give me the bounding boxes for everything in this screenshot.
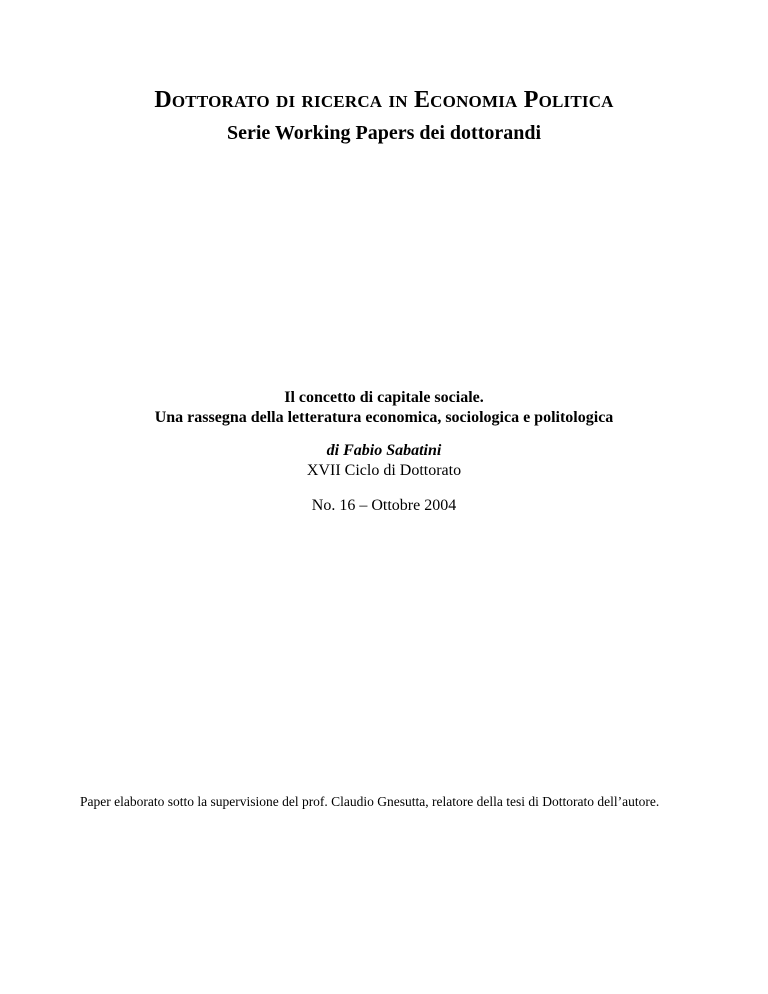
author-name: di Fabio Sabatini	[326, 442, 442, 459]
program-title: Dottorato di ricerca in Economia Politica	[154, 87, 614, 113]
paper-title	[0, 388, 768, 428]
paper-number-date: No. 16 – Ottobre 2004	[311, 497, 457, 514]
paper-title-line-2: Una rassegna della letteratura economica, sociologica e politologica	[154, 409, 614, 426]
paper-title-line-1: Il concetto di capitale sociale.	[284, 389, 484, 406]
supervision-note: Paper elaborato sotto la supervisione del prof. Claudio Gnesutta, relatore della tesi di Dottorato dell’autore.	[80, 794, 660, 809]
doctoral-cycle: XVII Ciclo di Dottorato	[306, 462, 462, 479]
series-title: Serie Working Papers dei dottorandi	[226, 122, 542, 144]
